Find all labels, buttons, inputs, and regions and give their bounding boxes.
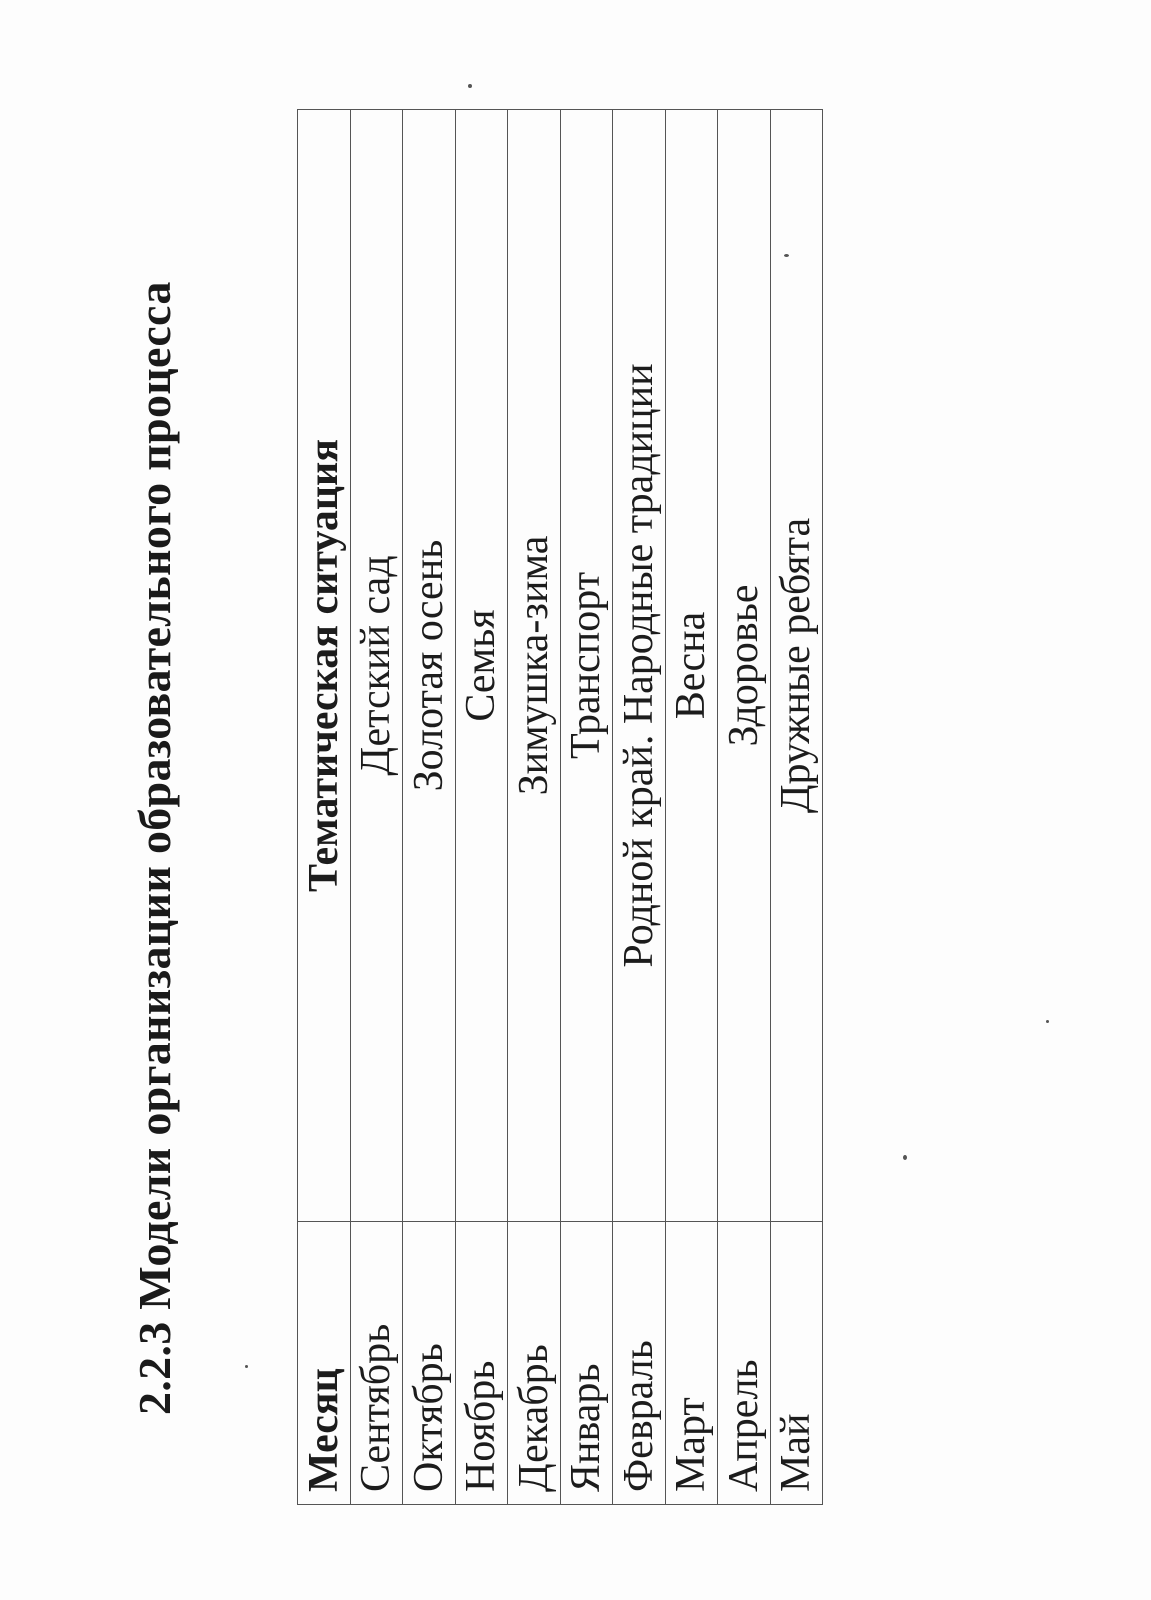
table-header-row xyxy=(298,110,351,1505)
topic-cell: Транспорт xyxy=(560,110,613,1222)
table-row xyxy=(665,110,718,1505)
table-row xyxy=(350,110,403,1505)
topic-cell: Детский сад xyxy=(350,110,403,1222)
month-cell: Апрель xyxy=(718,1222,771,1505)
topic-cell: Весна xyxy=(665,110,718,1222)
month-cell: Ноябрь xyxy=(455,1222,508,1505)
month-cell: Май xyxy=(770,1222,823,1505)
month-cell: Январь xyxy=(560,1222,613,1505)
table-row xyxy=(770,110,823,1505)
topic-cell: Дружные ребята xyxy=(770,110,823,1222)
month-cell: Март xyxy=(665,1222,718,1505)
scan-speck xyxy=(903,1155,907,1160)
scan-speck xyxy=(784,254,789,257)
table-row xyxy=(455,110,508,1505)
table-row xyxy=(508,110,561,1505)
table-row xyxy=(403,110,456,1505)
header-month: Месяц xyxy=(298,1222,351,1505)
topic-cell: Здоровье xyxy=(718,110,771,1222)
header-topic: Тематическая ситуация xyxy=(298,110,351,1222)
month-cell: Февраль xyxy=(613,1222,666,1505)
scan-speck xyxy=(468,84,472,88)
document-title: 2.2.3 Модели организации образовательного процесса xyxy=(129,281,180,1415)
scan-speck xyxy=(1046,1020,1049,1023)
topic-cell: Родной край. Народные традиции xyxy=(613,110,666,1222)
topic-cell: Семья xyxy=(455,110,508,1222)
table-row xyxy=(560,110,613,1505)
theme-schedule-table xyxy=(297,109,823,1505)
month-cell: Октябрь xyxy=(403,1222,456,1505)
topic-cell: Золотая осень xyxy=(403,110,456,1222)
month-cell: Декабрь xyxy=(508,1222,561,1505)
topic-cell: Зимушка-зима xyxy=(508,110,561,1222)
table-row xyxy=(718,110,771,1505)
scan-speck xyxy=(245,1365,248,1368)
month-cell: Сентябрь xyxy=(350,1222,403,1505)
table-row xyxy=(613,110,666,1505)
